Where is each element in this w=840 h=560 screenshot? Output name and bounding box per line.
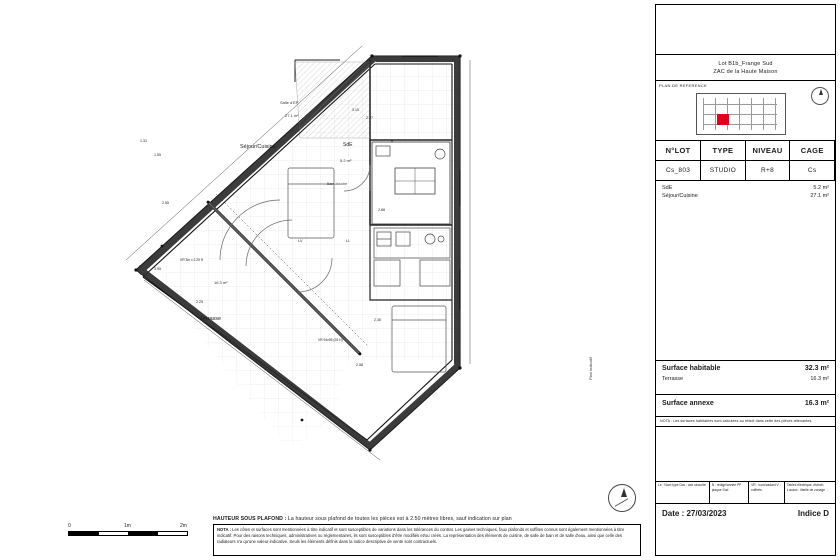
meta-col-2: N : rédigé/année PP plaque Sud — [710, 482, 749, 503]
cell-cage: Cs — [790, 161, 835, 181]
meta-col-3: VR : nom/cadant V : coffrets — [749, 482, 785, 503]
header-nlot: N°LOT — [656, 141, 701, 161]
north-compass-icon — [608, 484, 636, 512]
nota-box — [213, 524, 641, 556]
header-type: TYPE — [701, 141, 746, 161]
dimension-2: 1.31 — [140, 139, 147, 143]
dimension-vr-2: VR 3m x 2.25 H — [180, 258, 204, 262]
project-cell — [656, 55, 835, 81]
room-label-terrasse: Terrasse — [200, 316, 222, 322]
logo-cell — [656, 5, 835, 55]
date-value: 27/03/2023 — [686, 508, 727, 518]
ceiling-height-title: HAUTEUR SOUS PLAFOND : — [213, 516, 287, 522]
terrasse-value: 16.3 m² — [810, 376, 829, 382]
date-text — [662, 509, 727, 518]
dimension-5: 2.25 — [196, 300, 203, 304]
dimension-1: 1.55 — [154, 153, 161, 157]
dimension-vr-1: VR 94x95 (25 H) — [318, 338, 343, 342]
nota-text: Les côtes et surfaces sont mentionnées à titre indicatif et sont susceptibles de variations dans les tolérances du contrat. Les gaines techniques, faux plafonds et soffites connus sont également mentionnées à titre indicatif. Pour des raisons techniques, administratives ou réglementaires, ils sont susceptibles d'être modifiés et/ou créés. La représentation des éléments de cuisine, de salle de bain et de salle d'eau, ainsi que celle des radiateurs n'a qu'une valeur indicative. Seuls les éléments définis dans la notice descriptive de vente sont contractuels. — [217, 527, 625, 545]
cell-type: STUDIO — [701, 161, 746, 181]
date-label: Date : — [662, 508, 685, 518]
habitable-label: Surface habitable — [662, 365, 721, 372]
terrasse-label: Terrasse — [662, 376, 684, 382]
scale-label-2m: 2m — [180, 523, 187, 529]
key-plan-highlight — [717, 114, 729, 125]
dimension-9: 2.36 — [374, 318, 381, 322]
dimension-8: 2.88 — [378, 208, 385, 212]
annexe-label: Surface annexe — [662, 400, 714, 407]
label-ll: LL — [346, 238, 351, 243]
scale-segment — [158, 532, 188, 535]
header-cage: CAGE — [790, 141, 835, 161]
scale-segment — [69, 532, 99, 535]
key-plan — [696, 93, 786, 135]
ceiling-height-text: La hauteur sous plafond de toutes les pièces est à 2.50 mètres libres, sauf indication sur plan — [286, 516, 512, 522]
surface-row — [662, 193, 829, 199]
header-niveau: NIVEAU — [745, 141, 790, 161]
surface-value: 27.1 m² — [810, 193, 829, 199]
area-terrasse: 16.3 m² — [214, 280, 228, 285]
room-label-sejour: Séjour/Cuisine — [240, 144, 276, 150]
dimension-7: 2.77 — [366, 116, 373, 120]
titleblock-meta-grid — [656, 482, 835, 504]
surface-row — [662, 185, 829, 191]
ceiling-height-note — [213, 516, 512, 522]
dimension-10: 2.58 — [356, 363, 363, 367]
nota-title: NOTA : — [217, 527, 231, 532]
reference-plan-cell — [656, 81, 835, 141]
scale-segment — [128, 532, 158, 535]
lot-table — [656, 141, 835, 181]
room-label-salle-ep: Salle d'EP — [280, 100, 299, 105]
label-bain-douche: Bain-douche — [327, 182, 348, 186]
surface-name: SdE — [662, 185, 673, 191]
table-row — [656, 161, 835, 181]
scale-label-1m: 1m — [124, 523, 131, 529]
scale-bar — [68, 523, 188, 536]
indice-value: Indice D — [797, 508, 829, 518]
habitable-surface-cell — [656, 361, 835, 395]
cell-nlot: Cs_803 — [656, 161, 701, 181]
dimension-3: 2.55 — [162, 201, 169, 205]
cell-niveau: R+8 — [745, 161, 790, 181]
annexe-value: 16.3 m² — [804, 400, 829, 407]
dimension-4: 3.95 — [154, 267, 161, 271]
surface-value: 5.2 m² — [813, 185, 829, 191]
key-plan-compass-icon — [811, 87, 829, 105]
habitable-value: 32.3 m² — [804, 365, 829, 372]
titleblock-nota: NOTA : Les surfaces habitables sont calculées au réduit dans cette des pièces attenantes. — [656, 417, 835, 427]
meta-col-4: Tables électrique, étanch. Locaux : libellé de zonage — [786, 483, 825, 492]
floor-plan-drawing — [40, 20, 640, 510]
project-lot: Lot B1b_Frange Sud — [718, 60, 773, 67]
meta-col-1: Le : Nom type Doc : axe sécurité — [656, 482, 710, 503]
area-sde: 5.2 m² — [340, 158, 352, 163]
room-label-sde: SdE — [343, 142, 353, 148]
surface-list — [656, 181, 835, 361]
title-block — [655, 4, 836, 556]
area-sejour: 27.1 m² — [285, 113, 299, 118]
scale-segment — [99, 532, 129, 535]
scale-label-0: 0 — [68, 523, 71, 529]
titleblock-spacer — [656, 427, 835, 482]
project-zac: ZAC de la Haute Maison — [713, 68, 778, 75]
annexe-surface-cell — [656, 395, 835, 417]
table-header-row — [656, 141, 835, 161]
label-lv: LV — [298, 238, 303, 243]
plan-vertical-note: Plan indicatif — [588, 357, 593, 380]
reference-plan-label: PLAN DE REFERENCE — [659, 83, 707, 88]
surface-name: Séjour/Cuisine — [662, 193, 698, 199]
date-row — [656, 504, 835, 522]
dimension-6: 3.10 — [352, 108, 359, 112]
